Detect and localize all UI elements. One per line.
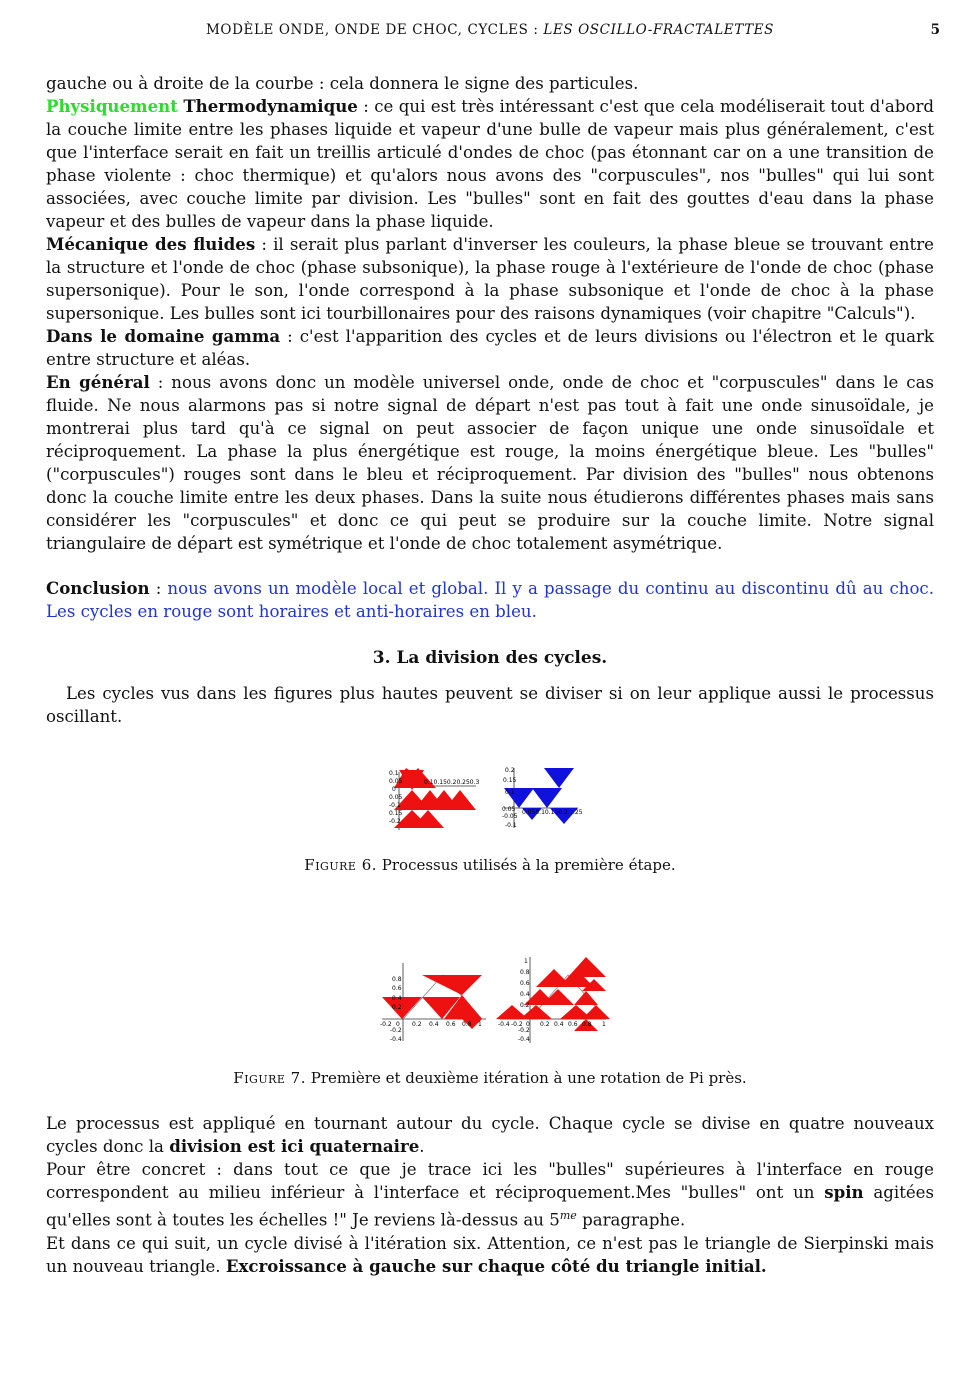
tick-label: -0.1 xyxy=(389,802,401,809)
conclusion-label: Conclusion xyxy=(46,578,150,598)
figure-6-right-plot xyxy=(502,767,583,829)
paragraph-concret: Pour être concret : dans tout ce que je trace ici les "bulles" supérieures à l'interface en rouge correspondent au milieu inférieur à l'interface et réciproquement.Mes "bulles" ont un spin agitées qu'elles sont à toutes les échelles !" Je reviens là-dessus au $5^{me}$ paragraphe. xyxy=(46,1160,935,1230)
paragraph-conclusion: Conclusion : nous avons un modèle local et global. Il y a passage du continu au discontinu dû au choc. Les cycles en rouge sont horaires et anti-horaires en bleu. xyxy=(46,578,935,621)
body-text xyxy=(46,72,934,1278)
conclusion-text: nous avons un modèle local et global. Il y a passage du continu au discontinu dû au choc. Les cycles en rouge sont horaires et anti-horaires en bleu. xyxy=(46,579,935,621)
tick-label: 0.6 xyxy=(446,1021,456,1028)
mecanique-label: Mécanique des fluides xyxy=(46,234,256,254)
tick-label: 0.8 xyxy=(520,969,530,976)
figure-7-label: Figure 7. xyxy=(233,1069,306,1087)
tick-label: 0.6 xyxy=(568,1021,578,1028)
tick-label: 0.1 xyxy=(505,789,515,796)
tick-label: -0.2 xyxy=(511,1021,523,1028)
paragraph-processus: Le processus est appliqué en tournant autour du cycle. Chaque cycle se divise en quatre nouveaux cycles donc la division est ici quaternaire. xyxy=(46,1114,934,1156)
blue-triangle xyxy=(532,788,562,808)
paragraph-division: Les cycles vus dans les figures plus hautes peuvent se diviser si on leur applique aussi le processus oscillant. xyxy=(46,684,934,726)
figure-6-left-plot xyxy=(379,768,480,830)
figure-6 xyxy=(46,764,934,877)
quaternaire-label: division est ici quaternaire xyxy=(169,1136,420,1156)
tick-label: 0.2 xyxy=(540,1021,550,1028)
tick-label: 0.8 xyxy=(582,1021,592,1028)
tick-label: 0.05 xyxy=(502,806,516,813)
physiquement-label: Physiquement xyxy=(46,96,178,116)
figure-6-plots xyxy=(46,764,934,840)
tick-label: 1 xyxy=(524,958,528,965)
thermodynamique-label: Thermodynamique xyxy=(183,96,358,116)
tick-label: 0.2 xyxy=(505,767,515,774)
tick-label: 0.4 xyxy=(429,1021,439,1028)
tick-label: 0 xyxy=(392,786,396,793)
tick-label: 0.1 xyxy=(389,770,399,777)
red-triangle xyxy=(574,991,598,1005)
paragraph-mecanique: Mécanique des fluides : il serait plus parlant d'inverser les couleurs, la phase bleue se trouvant entre la structure et l'onde de choc (phase subsonique), la phase rouge à l'extérieure de l'onde de choc (phase supersonique). Pour le son, l'onde correspond à la phase subsonique et l'onde de choc à la phase supersonique. Les bulles sont ici tourbillonaires pour des raisons dynamiques (voir chapitre "Calculs"). xyxy=(46,234,934,323)
tick-label: 0.2 xyxy=(520,1002,530,1009)
tick-label: 0 xyxy=(396,1021,400,1028)
figure-7-right-plot xyxy=(496,957,610,1043)
spin-label: spin xyxy=(824,1182,864,1202)
section-title: 3. La division des cycles. xyxy=(372,648,608,668)
tick-label: 0.05 xyxy=(389,794,403,801)
tick-label: -0.2 xyxy=(518,1027,530,1034)
paragraph-general: En général : nous avons donc un modèle universel onde, onde de choc et "corpuscules" dans le cas fluide. Ne nous alarmons pas si notre signal de départ n'est pas tout à fait une onde sinusoïdale, je montrerai plus tard qu'à ce signal on peut associer de façon unique une onde sinusoïdale et réciproquement. La phase la plus énergétique est rouge, la moins énergétique bleue. Les "bulles" ("corpuscules") rouges sont dans le bleu et réciproquement. Par division des "bulles" nous obtenons donc la couche limite entre les deux phases. Dans la suite nous étudierons différentes phases mais sans considérer les "corpuscules" et donc ce qui peut se produire sur la couche limite. Notre signal triangulaire de départ est symétrique et l'onde de choc totalement asymétrique. xyxy=(46,372,934,553)
tick-label: 0.2 xyxy=(392,1004,402,1011)
tick-label: 0.15 xyxy=(389,810,403,817)
figure-7 xyxy=(46,955,934,1090)
tick-label: 0.050.10.150.2 xyxy=(522,809,568,816)
tick-label: -0.1 xyxy=(505,822,517,829)
tick-label: 0 xyxy=(526,1021,530,1028)
tick-label: -0.2 xyxy=(389,818,401,825)
tick-label: -0.4 xyxy=(390,1036,402,1043)
paragraph-0: gauche ou à droite de la courbe : cela donnera le signe des particules. xyxy=(46,74,639,93)
figure-7-plots xyxy=(46,955,934,1047)
tick-label: -0.05 xyxy=(502,813,518,820)
tick-label: 1 xyxy=(602,1021,606,1028)
paragraph-gamma: Dans le domaine gamma : c'est l'apparition des cycles et de leurs divisions ou l'électron et le quark entre structure et aléas. xyxy=(46,326,934,369)
page-number: 5 xyxy=(930,22,940,38)
paragraph-iteration-six: Et dans ce qui suit, un cycle divisé à l'itération six. Attention, ce n'est pas le triangle de Sierpinski mais un nouveau triangle. Excroissance à gauche sur chaque côté du triangle initial. xyxy=(46,1233,934,1276)
running-title xyxy=(46,22,934,38)
excroissance-label: Excroissance à gauche sur chaque côté du triangle initial. xyxy=(225,1255,767,1276)
tick-label: 0.10.150.20.250.3 xyxy=(424,779,480,786)
figure-6-label: Figure 6. xyxy=(304,856,377,874)
running-title-italic: LES OSCILLO-FRACTALETTES xyxy=(543,22,774,38)
red-triangle xyxy=(422,975,482,995)
tick-label: 0.8 xyxy=(462,1021,472,1028)
figure-7-left-plot xyxy=(380,963,486,1043)
tick-label: 0.2 xyxy=(412,1021,422,1028)
tick-label: -0.4 xyxy=(518,1036,530,1043)
tick-label: -0.2 xyxy=(380,1021,392,1028)
figure-7-text: Première et deuxième itération à une rotation de Pi près. xyxy=(310,1069,747,1087)
tick-label: 0.4 xyxy=(554,1021,564,1028)
running-header xyxy=(46,22,940,42)
red-triangle xyxy=(382,997,422,1019)
tick-label: 1 xyxy=(478,1021,482,1028)
red-triangle xyxy=(582,1005,610,1019)
tick-label: 0.15 xyxy=(503,777,517,784)
tick-label: -0.2 xyxy=(390,1027,402,1034)
tick-label: 0.4 xyxy=(392,995,402,1002)
blue-triangle xyxy=(544,768,574,788)
figure-7-caption xyxy=(46,1067,934,1090)
tick-label: 0.4 xyxy=(520,991,530,998)
tick-label: 0.8 xyxy=(392,976,402,983)
gamma-label: Dans le domaine gamma xyxy=(46,326,281,346)
tick-label: 0.6 xyxy=(392,985,402,992)
tick-label: 0.05 xyxy=(389,778,403,785)
tick-label: 0.6 xyxy=(520,980,530,987)
paragraph-thermodynamique: Physiquement Thermodynamique : ce qui est très intéressant c'est que cela modéliserait tout d'abord la couche limite entre les phases liquide et vapeur d'une bulle de vapeur mais plus généralement, c'est que l'interface serait en fait un treillis articulé d'ondes de choc (pas étonnant car on a une transition de phase violente : choc thermique) et qu'alors nous avons des "corpuscules", nos "bulles" qui lui sont associées, avec couche limite par division. Les "bulles" sont en fait des gouttes d'eau dans la phase vapeur et des bulles de vapeur dans la phase liquide. xyxy=(46,96,934,231)
running-title-plain: MODÈLE ONDE, ONDE DE CHOC, CYCLES : xyxy=(206,22,544,38)
tick-label: .25 xyxy=(573,809,583,816)
figure-6-text: Processus utilisés à la première étape. xyxy=(381,856,676,874)
tick-label: -0.4 xyxy=(498,1021,510,1028)
figure-6-caption xyxy=(46,854,934,877)
general-label: En général xyxy=(46,372,150,392)
